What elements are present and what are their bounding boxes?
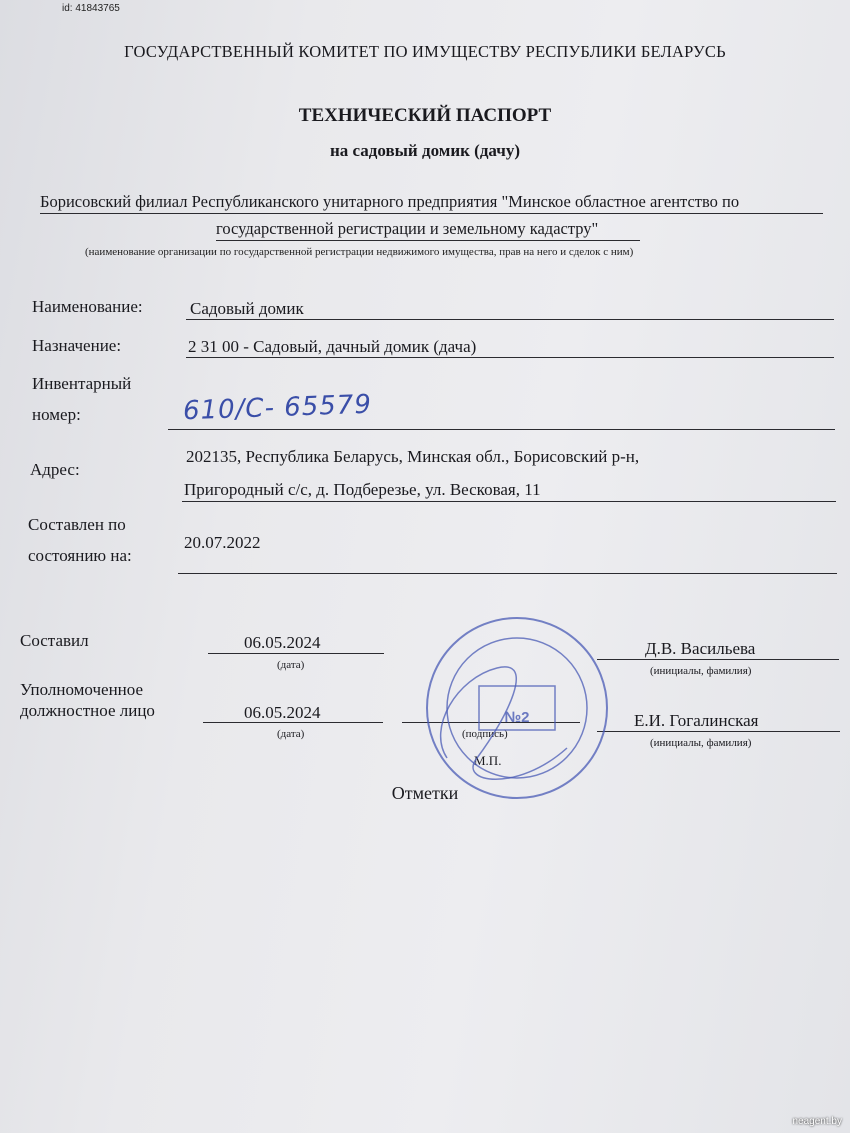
state-label-line-2: состоянию на: [28, 546, 132, 565]
organization-line-2: государственной регистрации и земельному кадастру" [216, 219, 599, 238]
organization-caption: (наименование организации по государственной регистрации недвижимого имущества, прав на него и сделок с ним) [85, 246, 634, 258]
name-value: Садовый домик [190, 299, 304, 318]
compiled-date: 06.05.2024 [244, 633, 321, 652]
seal-place-label: М.П. [474, 753, 502, 768]
compiled-date-caption: (дата) [277, 659, 305, 671]
compiled-name: Д.В. Васильева [645, 639, 756, 658]
inventory-label-line-1: Инвентарный [32, 374, 132, 393]
authorized-date-underline [203, 722, 383, 723]
watermark: neagent.by [792, 1116, 842, 1127]
stamp-inner-ring [447, 638, 587, 778]
state-underline [178, 573, 837, 574]
state-label-line-1: Составлен по [28, 515, 126, 534]
address-label: Адрес: [30, 460, 80, 479]
organization-underline-1 [40, 213, 823, 214]
purpose-label: Назначение: [32, 336, 122, 355]
compiled-label: Составил [20, 631, 89, 650]
authorized-name: Е.И. Гогалинская [634, 711, 759, 730]
remarks-title: Отметки [391, 783, 459, 803]
compiled-name-underline [597, 659, 839, 660]
compiled-date-underline [208, 653, 384, 654]
authorized-date-caption: (дата) [277, 728, 305, 740]
official-stamp-seal [417, 608, 617, 808]
purpose-underline [186, 357, 834, 358]
address-line-2: Пригородный с/с, д. Подберезье, ул. Весковая, 11 [184, 480, 541, 499]
inventory-number-handwritten: 610/C- 65579 [182, 389, 373, 427]
authorized-name-caption: (инициалы, фамилия) [650, 737, 752, 749]
state-date-value: 20.07.2022 [184, 533, 261, 552]
stamp-center-number: №2 [504, 709, 530, 726]
name-label: Наименование: [32, 297, 143, 316]
document-subtitle: на садовый домик (дачу) [330, 141, 520, 160]
organization-underline-2 [216, 240, 640, 241]
organization-line-1: Борисовский филиал Республиканского унитарного предприятия "Минское областное агентство по [40, 192, 740, 211]
inventory-underline [168, 429, 835, 430]
authorized-label-line-2: должностное лицо [20, 701, 155, 720]
signature-caption: (подпись) [462, 728, 508, 740]
authorized-name-underline [597, 731, 840, 732]
purpose-value: 2 31 00 - Садовый, дачный домик (дача) [188, 337, 477, 356]
document-title: ТЕХНИЧЕСКИЙ ПАСПОРТ [298, 105, 552, 126]
name-underline [186, 319, 834, 320]
stamp-outer-ring [427, 618, 607, 798]
committee-name: ГОСУДАРСТВЕННЫЙ КОМИТЕТ ПО ИМУЩЕСТВУ РЕСПУБЛИКИ БЕЛАРУСЬ [124, 42, 726, 61]
address-underline [182, 501, 836, 502]
document-id: id: 41843765 [62, 3, 120, 14]
compiled-name-caption: (инициалы, фамилия) [650, 665, 752, 677]
address-line-1: 202135, Республика Беларусь, Минская обл., Борисовский р-н, [186, 447, 640, 466]
inventory-label-line-2: номер: [32, 405, 81, 424]
authorized-label-line-1: Уполномоченное [20, 680, 144, 699]
authorized-date: 06.05.2024 [244, 703, 321, 722]
